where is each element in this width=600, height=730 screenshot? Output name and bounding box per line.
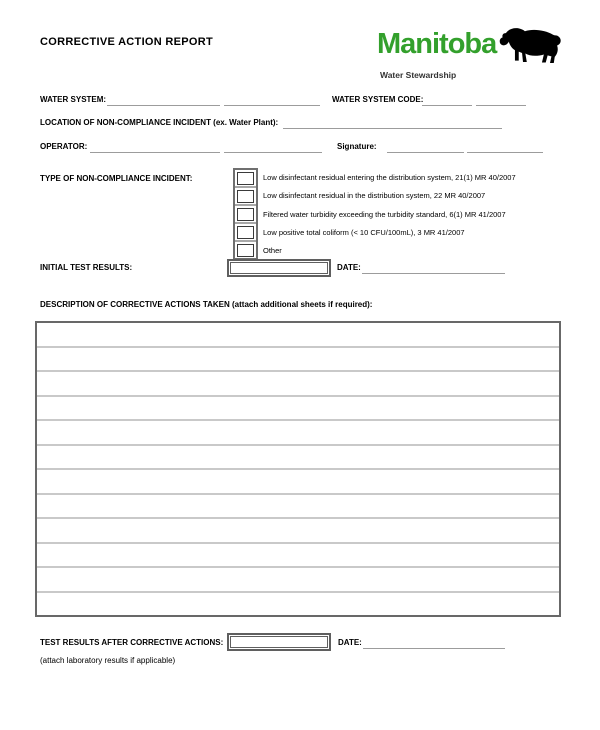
description-row[interactable] — [37, 323, 559, 348]
checkbox-4-box[interactable] — [237, 226, 254, 239]
location-label: LOCATION OF NON-COMPLIANCE INCIDENT (ex. Water Plant): — [40, 118, 279, 127]
initial-test-results-input[interactable] — [230, 262, 328, 274]
location-input[interactable] — [283, 117, 502, 129]
incident-option-label-2: Low disinfectant residual in the distribution system, 22 MR 40/2007 — [263, 191, 486, 201]
description-row[interactable] — [37, 397, 559, 422]
lab-results-note: (attach laboratory results if applicable) — [40, 656, 176, 665]
final-test-results-box[interactable] — [227, 633, 331, 651]
description-row[interactable] — [37, 348, 559, 373]
initial-test-date-label: DATE: — [337, 263, 361, 272]
initial-test-results-box[interactable] — [227, 259, 331, 277]
water-system-label: WATER SYSTEM: — [40, 95, 107, 104]
description-row[interactable] — [37, 470, 559, 495]
description-label: DESCRIPTION OF CORRECTIVE ACTIONS TAKEN (attach additional sheets if required): — [40, 300, 373, 309]
final-test-results-input[interactable] — [230, 636, 328, 648]
checkbox-1-box[interactable] — [237, 172, 254, 185]
incident-type-label: TYPE OF NON-COMPLIANCE INCIDENT: — [40, 174, 193, 183]
checkbox-option-1[interactable] — [235, 170, 256, 188]
incident-option-label-1: Low disinfectant residual entering the distribution system, 21(1) MR 40/2007 — [263, 172, 516, 182]
water-system-input-2[interactable] — [224, 94, 320, 106]
final-test-results-label: TEST RESULTS AFTER CORRECTIVE ACTIONS: — [40, 638, 224, 647]
description-row[interactable] — [37, 495, 559, 520]
signature-input[interactable] — [387, 141, 464, 153]
incident-option-label-3: Filtered water turbidity exceeding the turbidity standard, 6(1) MR 41/2007 — [263, 209, 506, 219]
checkbox-option-4[interactable] — [235, 224, 256, 242]
checkbox-option-5[interactable] — [235, 242, 256, 258]
incident-option-label-4: Low positive total coliform (< 10 CFU/100mL), 3 MR 41/2007 — [263, 227, 465, 237]
water-system-code-input[interactable] — [422, 94, 472, 106]
checkbox-3-box[interactable] — [237, 208, 254, 221]
description-row[interactable] — [37, 372, 559, 397]
incident-option-labels — [263, 168, 563, 260]
operator-input[interactable] — [90, 141, 220, 153]
description-row[interactable] — [37, 519, 559, 544]
description-row[interactable] — [37, 593, 559, 616]
description-row[interactable] — [37, 446, 559, 471]
checkbox-2-box[interactable] — [237, 190, 254, 203]
signature-label: Signature: — [337, 142, 377, 151]
water-system-input[interactable] — [107, 94, 220, 106]
checkbox-option-3[interactable] — [235, 206, 256, 224]
initial-test-date-input[interactable] — [362, 262, 505, 274]
description-row[interactable] — [37, 544, 559, 569]
description-row[interactable] — [37, 568, 559, 593]
logo-tagline: Water Stewardship — [380, 70, 457, 80]
checkbox-5-box[interactable] — [237, 244, 254, 257]
water-system-code-input-2[interactable] — [476, 94, 526, 106]
final-test-date-input[interactable] — [363, 637, 505, 649]
description-row[interactable] — [37, 421, 559, 446]
final-test-date-label: DATE: — [338, 638, 362, 647]
signature-input-2[interactable] — [467, 141, 543, 153]
incident-option-label-5: Other — [263, 246, 282, 256]
water-system-code-label: WATER SYSTEM CODE: — [332, 95, 424, 104]
operator-label: OPERATOR: — [40, 142, 88, 151]
initial-test-results-label: INITIAL TEST RESULTS: — [40, 263, 133, 272]
manitoba-logo-wordmark: Manitoba — [377, 28, 497, 60]
operator-input-2[interactable] — [224, 141, 322, 153]
description-lined-area[interactable] — [35, 321, 561, 617]
page-title: CORRECTIVE ACTION REPORT — [40, 36, 214, 48]
checkbox-option-2[interactable] — [235, 188, 256, 206]
incident-checkbox-column — [233, 168, 258, 260]
bison-icon — [496, 27, 568, 72]
